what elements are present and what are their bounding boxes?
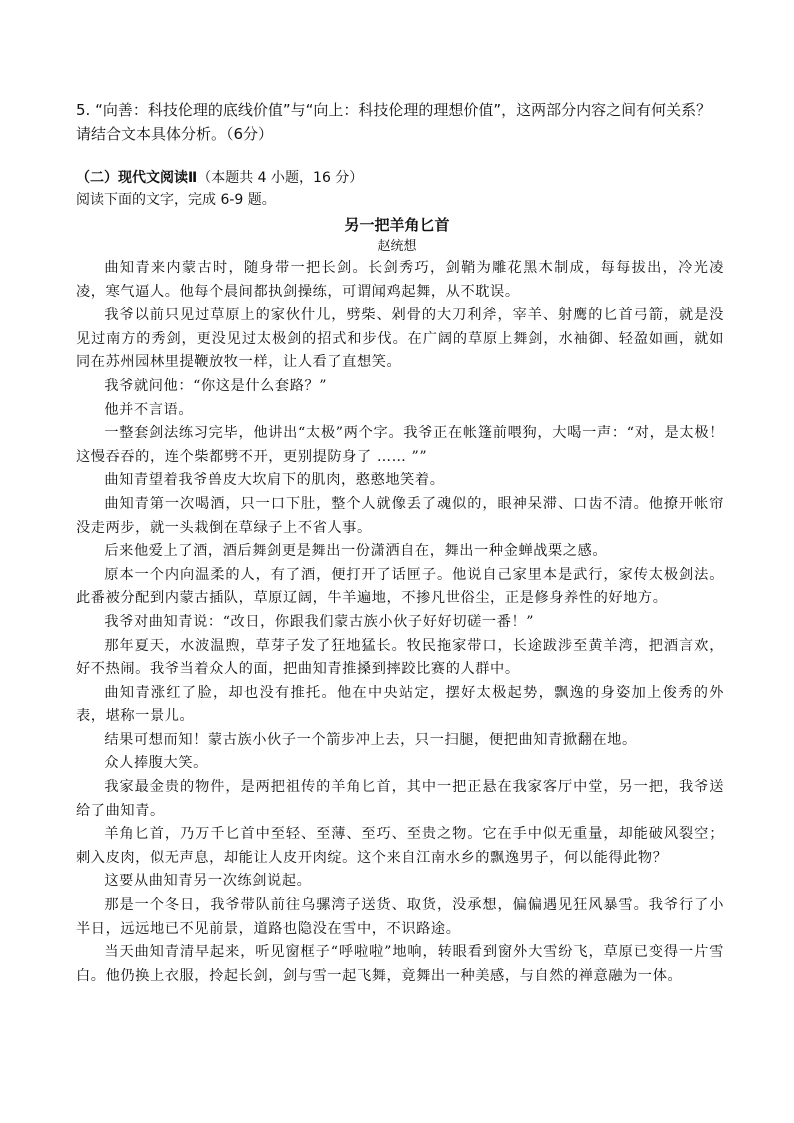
article-paragraph: 众人捧腹大笑。 bbox=[104, 755, 208, 772]
section-info: （本题共 4 小题，16 分） bbox=[197, 170, 364, 186]
article-paragraph: 曲知青望着我爷兽皮大坎肩下的肌肉，憨憨地笑着。 bbox=[104, 472, 445, 489]
article-paragraph: 曲知青涨红了脸，却也没有推托。他在中央站定，摆好太极起势，飘逸的身姿加上俊秀的外表，堪称一景儿。 bbox=[76, 684, 724, 725]
article-paragraph: 曲知青第一次喝酒，只一口下肚，整个人就像丢了魂似的，眼神呆滞、口齿不清。他撩开帐帘没走两步，就一头栽倒在草绿子上不省人事。 bbox=[76, 495, 724, 536]
article-title: 另一把羊角匕首 bbox=[344, 216, 450, 234]
article-paragraph: 一整套剑法练习完毕，他讲出“太极”两个字。我爷正在帐篷前喂狗，大喝一声：“对，是太极！这慢吞吞的，连个柴都劈不开，更别提防身了 …… ”” bbox=[76, 425, 724, 465]
section-heading bbox=[76, 168, 726, 188]
reading-instruction: 阅读下面的文字，完成 6-9 题。 bbox=[76, 192, 276, 208]
article-paragraph: 那是一个冬日，我爷带队前往乌骡湾子送货、取货，没承想，偏偏遇见狂风暴雪。我爷行了小半日，远远地已不见前景，道路也隐没在雪中，不识路途。 bbox=[76, 897, 724, 937]
article-paragraph: 我爷对曲知青说：“改日，你跟我们蒙古族小伙子好好切磋一番！” bbox=[104, 613, 535, 630]
article-paragraph: 我家最金贵的物件，是两把祖传的羊角匕首，其中一把正悬在我家客厅中堂，另一把，我爷送给了曲知青。 bbox=[76, 779, 724, 819]
article-paragraph: 当天曲知青清早起来，听见窗框子“呼啦啦”地响，转眼看到窗外大雪纷飞，草原已变得一片雪白。他仍换上衣服，拎起长剑，剑与雪一起飞舞，竟舞出一种美感，与自然的禅意融为一体。 bbox=[76, 944, 724, 984]
article-paragraph: 那年夏天，水波温煦，草芽子发了狂地猛长。牧民拖家带口，长途跋涉至黄羊湾，把酒言欢，好不热闹。我爷当着众人的面，把曲知青推搡到摔跤比赛的人群中。 bbox=[76, 637, 724, 678]
article-paragraph: 他并不言语。 bbox=[104, 401, 194, 418]
article-paragraph: 结果可想而知！蒙古族小伙子一个箭步冲上去，只一扫腿，便把曲知青掀翻在地。 bbox=[104, 731, 637, 748]
article-paragraph: 原本一个内向温柔的人，有了酒，便打开了话匣子。他说自己家里本是武行，家传太极剑法。此番被分配到内蒙古插队，草原辽阔，牛羊遍地，不掺凡世俗尘，正是修身养性的好地方。 bbox=[76, 566, 724, 607]
article-author: 赵统想 bbox=[377, 239, 417, 254]
article-paragraph: 我爷就问他：“你这是什么套路？” bbox=[104, 377, 328, 394]
article-paragraph: 曲知青来内蒙古时，随身带一把长剑。长剑秀巧，剑鞘为雕花黑木制成，每每拔出，冷光凌凌，寒气逼人。他每个晨间都执剑操练，可谓闻鸡起舞，从不耽误。 bbox=[76, 260, 724, 300]
question-5: 5. “向善：科技伦理的底线价值”与“向上：科技伦理的理想价值”，这两部分内容之间有何关系？请结合文本具体分析。（6分） bbox=[76, 101, 712, 143]
article-paragraph: 这要从曲知青另一次练剑说起。 bbox=[104, 873, 312, 890]
article-body bbox=[76, 257, 724, 988]
article-paragraph: 羊角匕首，乃万千匕首中至轻、至薄、至巧、至贵之物。它在手中似无重量，却能破风裂空；刺入皮肉，似无声息，却能让人皮开肉绽。这个来自江南水乡的飘逸男子，何以能得此物？ bbox=[76, 826, 724, 866]
article-paragraph: 后来他爱上了酒，酒后舞剑更是舞出一份潇洒自在，舞出一种金蝉战栗之感。 bbox=[104, 543, 608, 560]
section-title: （二）现代文阅读Ⅱ bbox=[76, 170, 198, 186]
article-paragraph: 我爷以前只见过草原上的家伙什儿，劈柴、剁骨的大刀利斧，宰羊、射鹰的匕首弓箭，就是没见过南方的秀剑，更没见过太极剑的招式和步伐。在广阔的草原上舞剑，水袖御、轻盈如画，就如同在苏州园林里提鞭放牧一样，让人看了直想笑。 bbox=[76, 307, 724, 371]
